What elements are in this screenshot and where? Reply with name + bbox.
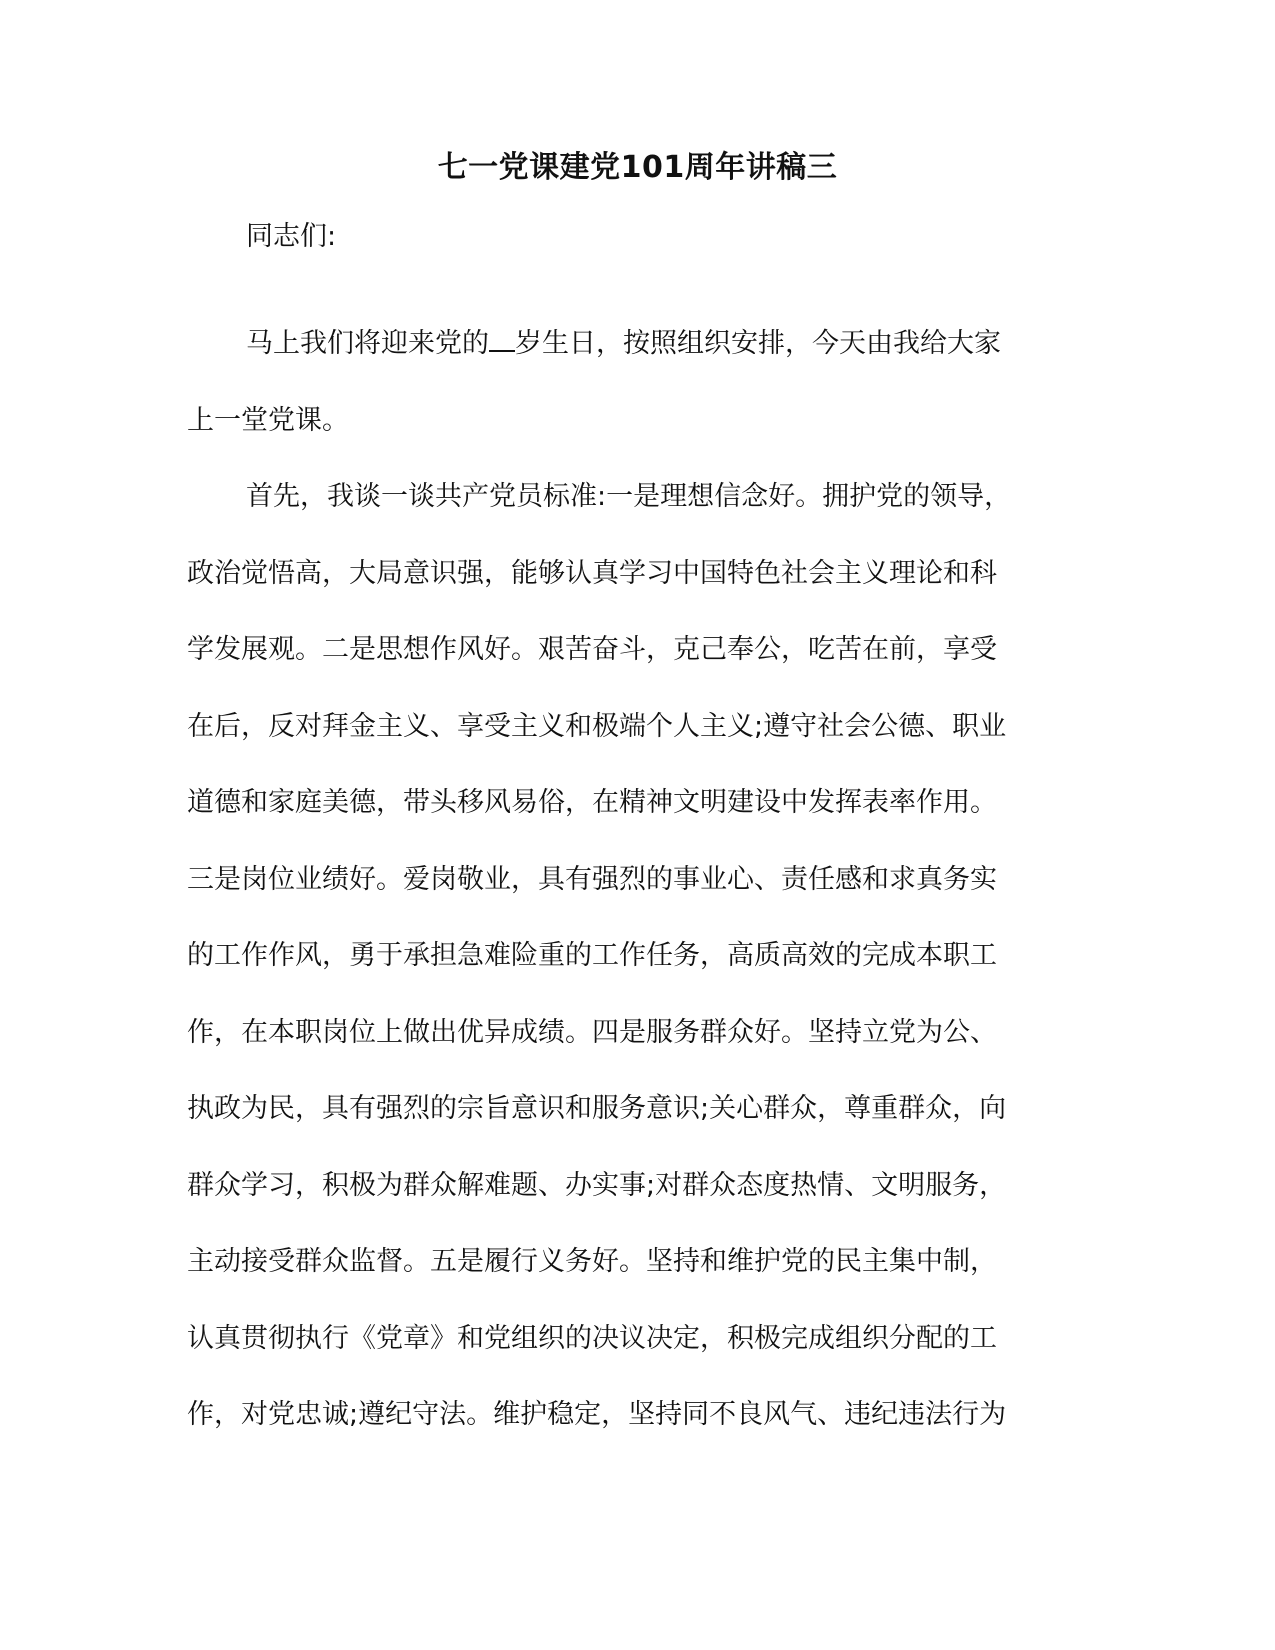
document-title: 七一党课建党101周年讲稿三 xyxy=(437,150,838,185)
paragraph-2-line: 作，对党忠诚;遵纪守法。维护稳定，坚持同不良风气、违纪违法行为 xyxy=(187,1399,1007,1430)
paragraph-1-line-2: 上一堂党课。 xyxy=(187,404,349,436)
paragraph-1-text-after-blank: 岁生日，按照组织安排，今天由我给大家 xyxy=(515,328,1001,359)
fill-in-blank xyxy=(489,330,515,352)
paragraph-2-line: 政治觉悟高，大局意识强，能够认真学习中国特色社会主义理论和科 xyxy=(187,557,997,589)
paragraph-2-line: 认真贯彻执行《党章》和党组织的决议决定，积极完成组织分配的工 xyxy=(187,1322,997,1354)
paragraph-2-line: 三是岗位业绩好。爱岗敬业，具有强烈的事业心、责任感和求真务实 xyxy=(187,863,997,895)
paragraph-2 xyxy=(187,459,1075,1454)
paragraph-2-line: 作，在本职岗位上做出优异成绩。四是服务群众好。坚持立党为公、 xyxy=(187,1016,997,1048)
paragraph-1 xyxy=(187,306,1075,459)
paragraph-2-line: 的工作作风，勇于承担急难险重的工作任务，高质高效的完成本职工 xyxy=(187,940,997,971)
paragraph-2-line: 执政为民，具有强烈的宗旨意识和服务意识;关心群众，尊重群众，向 xyxy=(187,1093,1007,1124)
paragraph-2-line: 首先，我谈一谈共产党员标准:一是理想信念好。拥护党的领导， xyxy=(246,481,1012,512)
paragraph-2-line: 主动接受群众监督。五是履行义务好。坚持和维护党的民主集中制， xyxy=(187,1246,997,1277)
paragraph-1-text-before-blank: 马上我们将迎来党的 xyxy=(246,328,489,359)
paragraph-1-line-1 xyxy=(187,306,1075,383)
paragraph-2-line: 群众学习，积极为群众解难题、办实事;对群众态度热情、文明服务， xyxy=(187,1169,1007,1201)
paragraph-2-line: 道德和家庭美德，带头移风易俗，在精神文明建设中发挥表率作用。 xyxy=(187,787,997,818)
greeting: 同志们: xyxy=(246,221,337,252)
paragraph-2-line: 在后，反对拜金主义、享受主义和极端个人主义;遵守社会公德、职业 xyxy=(187,710,1007,742)
paragraph-2-line: 学发展观。二是思想作风好。艰苦奋斗，克己奉公，吃苦在前，享受 xyxy=(187,634,997,665)
